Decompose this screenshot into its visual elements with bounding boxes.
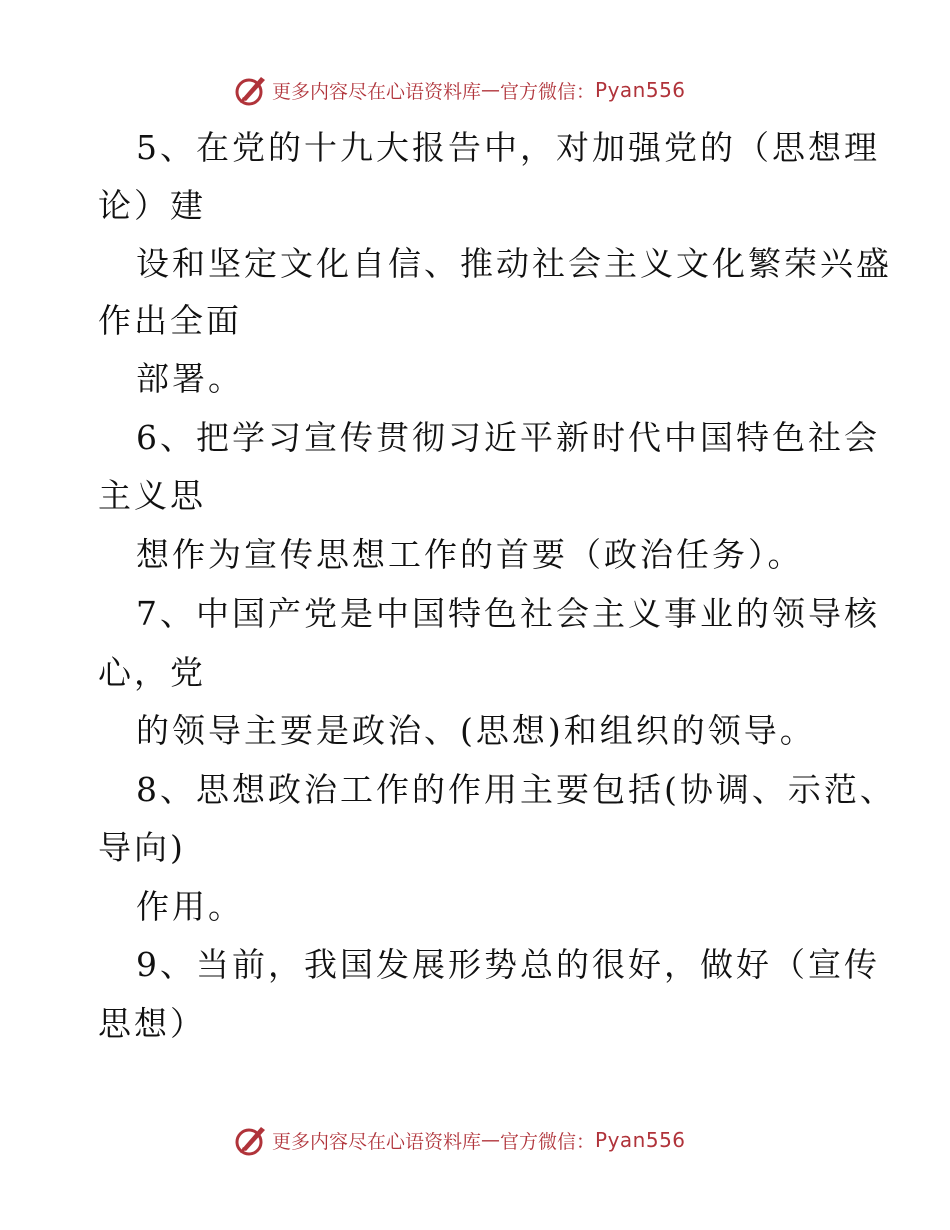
quill-logo-icon — [234, 73, 268, 107]
brand-text: 更多内容尽在心语资料库 — [272, 80, 482, 103]
text-line: 思想） — [98, 1004, 206, 1043]
text-line: 论）建 — [98, 186, 206, 225]
text-line: 部署。 — [136, 359, 244, 398]
wechat-id: Pyan556 — [595, 78, 686, 102]
text-line: 的领导主要是政治、(思想)和组织的领导。 — [136, 711, 816, 750]
text-line: 导向) — [98, 828, 186, 867]
wechat-label: 官方微信： — [500, 80, 596, 103]
wechat-id: Pyan556 — [595, 1128, 686, 1152]
separator-dash: — — [481, 79, 501, 101]
header-watermark — [234, 72, 686, 108]
text-line: 主义思 — [98, 476, 206, 515]
quill-logo-icon — [234, 1123, 268, 1157]
text-line: 9、当前，我国发展形势总的很好，做好（宣传 — [136, 945, 880, 984]
text-line: 8、思想政治工作的作用主要包括(协调、示范、 — [136, 770, 896, 809]
wechat-label: 官方微信： — [500, 1130, 596, 1153]
text-line: 7、中国产党是中国特色社会主义事业的领导核 — [136, 594, 880, 633]
footer-watermark — [234, 1122, 686, 1158]
text-line: 心，党 — [98, 653, 206, 692]
text-line: 想作为宣传思想工作的首要（政治任务）。 — [136, 535, 804, 574]
brand-text: 更多内容尽在心语资料库 — [272, 1130, 482, 1153]
separator-dash: — — [481, 1129, 501, 1151]
text-line: 作出全面 — [98, 301, 242, 340]
text-line: 设和坚定文化自信、推动社会主义文化繁荣兴盛 — [136, 244, 892, 283]
text-line: 作用。 — [136, 887, 244, 926]
text-line: 5、在党的十九大报告中，对加强党的（思想理 — [136, 128, 880, 167]
text-line: 6、把学习宣传贯彻习近平新时代中国特色社会 — [136, 418, 880, 457]
